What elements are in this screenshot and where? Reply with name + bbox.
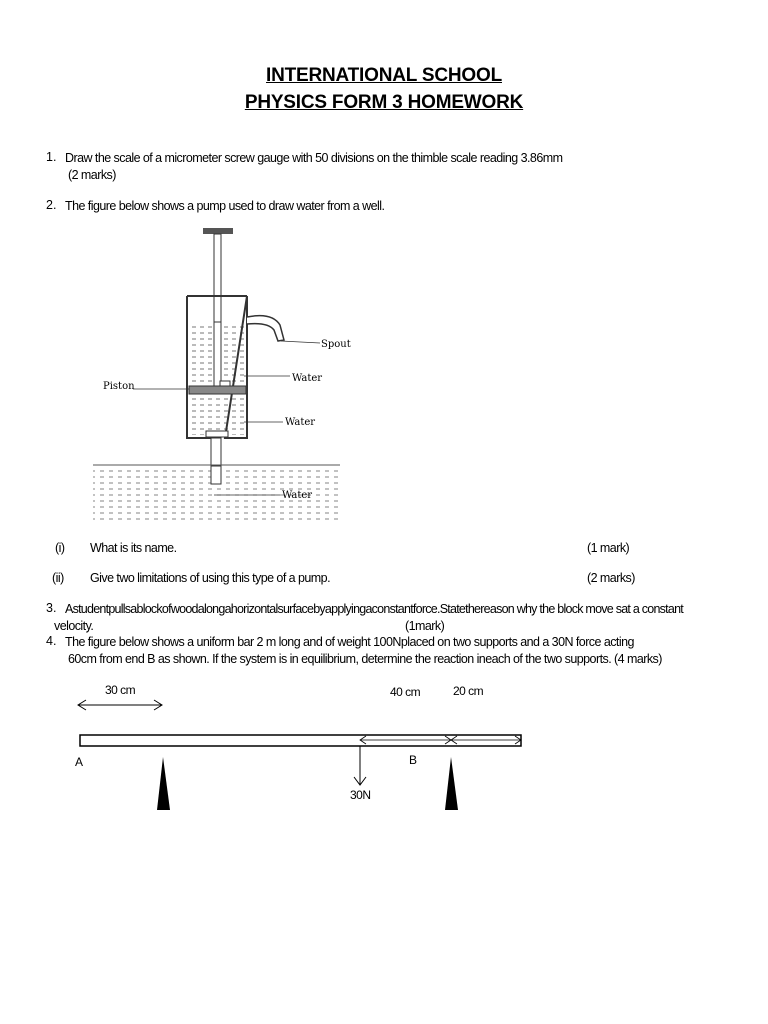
question-2-number: 2. bbox=[46, 198, 57, 212]
question-3-number: 3. bbox=[46, 601, 57, 615]
homework-title: PHYSICS FORM 3 HOMEWORK bbox=[244, 92, 524, 113]
question-3-text: Astudentpullsablockofwoodalongahorizontalsurfacebyapplyingaconstantforce.Statethereason why the block move sat a constant bbox=[65, 602, 684, 616]
force-label: 30N bbox=[350, 788, 371, 802]
water-upper-label: Water bbox=[292, 373, 323, 384]
question-4-text: The figure below shows a uniform bar 2 m long and of weight 100Nplaced on two supports and a 30N force acting bbox=[65, 635, 634, 649]
question-1-text: Draw the scale of a micrometer screw gauge with 50 divisions on the thimble scale reading 3.86mm bbox=[65, 151, 563, 165]
support-a bbox=[157, 757, 170, 810]
question-3-marks: (1mark) bbox=[405, 619, 445, 633]
part-i-text: What is its name. bbox=[90, 541, 177, 555]
support-b bbox=[445, 757, 458, 810]
end-b-label: B bbox=[409, 753, 417, 767]
spout-label: Spout bbox=[321, 339, 351, 350]
part-ii-number: (ii) bbox=[52, 571, 64, 585]
water-lower-label: Water bbox=[285, 417, 316, 428]
question-1-number: 1. bbox=[46, 150, 57, 164]
dim-40cm-label: 40 cm bbox=[390, 685, 421, 699]
water-well-label: Water bbox=[282, 490, 313, 501]
dim-30cm-label: 30 cm bbox=[105, 683, 136, 697]
school-title: INTERNATIONAL SCHOOL bbox=[266, 65, 502, 86]
question-2-text: The figure below shows a pump used to draw water from a well. bbox=[65, 199, 385, 213]
part-i-number: (i) bbox=[55, 541, 65, 555]
part-ii-text: Give two limitations of using this type of a pump. bbox=[90, 571, 330, 585]
end-a-label: A bbox=[75, 755, 83, 769]
piston-label: Piston bbox=[103, 381, 135, 392]
part-i-marks: (1 mark) bbox=[587, 541, 630, 555]
question-4-number: 4. bbox=[46, 634, 57, 648]
part-ii-marks: (2 marks) bbox=[587, 571, 635, 585]
uniform-bar bbox=[80, 735, 521, 746]
question-4-text-cont: 60cm from end B as shown. If the system is in equilibrium, determine the reaction ineach of the two supports. (4 marks) bbox=[68, 652, 662, 666]
dim-20cm-label: 20 cm bbox=[453, 684, 484, 698]
question-3-text-cont: velocity. bbox=[54, 619, 94, 633]
question-1-marks: (2 marks) bbox=[68, 168, 116, 182]
